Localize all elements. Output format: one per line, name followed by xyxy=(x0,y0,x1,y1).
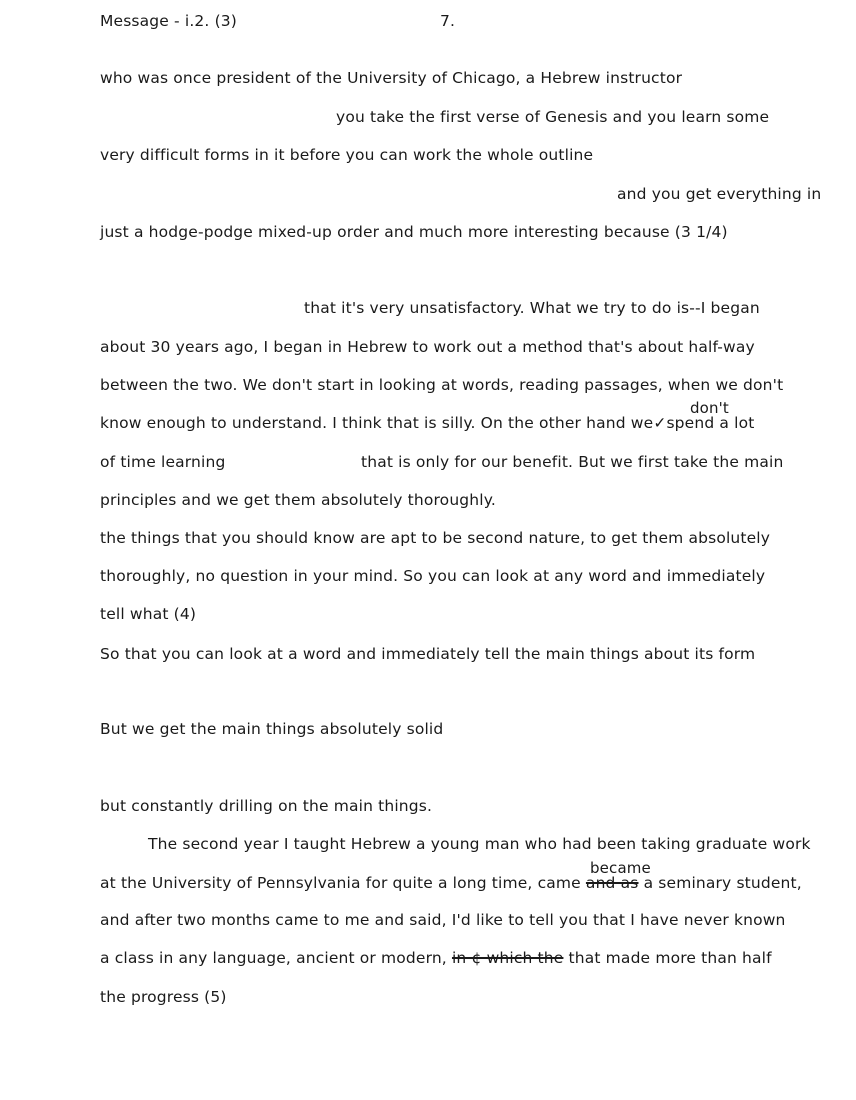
text-segment: a class in any language, ancient or modern, xyxy=(100,949,447,967)
text-segment: that made more than half xyxy=(568,949,772,967)
text-line: principles and we get them absolutely thoroughly. xyxy=(100,491,496,509)
text-line xyxy=(100,948,772,968)
text-line: So that you can look at a word and immediately tell the main things about its form xyxy=(100,645,756,663)
text-line: and after two months came to me and said, I'd like to tell you that I have never known xyxy=(100,911,786,929)
text-line: who was once president of the University of Chicago, a Hebrew instructor xyxy=(100,69,683,87)
text-line: the progress (5) xyxy=(100,988,227,1006)
text-segment: at the University of Pennsylvania for quite a long time, came xyxy=(100,874,581,892)
text-line: The second year I taught Hebrew a young man who had been taking graduate work xyxy=(148,835,811,853)
text-line: you take the first verse of Genesis and you learn some xyxy=(336,108,770,126)
page-number: 7. xyxy=(440,12,456,30)
text-line: very difficult forms in it before you can work the whole outline xyxy=(100,146,594,164)
text-line: just a hodge-podge mixed-up order and much more interesting because (3 1/4) xyxy=(100,223,728,241)
text-line: tell what (4) xyxy=(100,605,197,623)
text-line: and you get everything in xyxy=(617,185,822,203)
text-line: thoroughly, no question in your mind. So you can look at any word and immediately xyxy=(100,567,766,585)
text-line xyxy=(100,873,802,893)
handwritten-insertion: don't xyxy=(690,399,729,417)
text-segment: spend a lot xyxy=(666,414,755,432)
text-segment: a seminary student, xyxy=(643,874,802,892)
text-line: But we get the main things absolutely solid xyxy=(100,720,444,738)
text-line: but constantly drilling on the main things. xyxy=(100,797,433,815)
handwritten-insertion: became xyxy=(590,859,651,877)
text-line: of time learning xyxy=(100,453,226,471)
text-line: between the two. We don't start in looking at words, reading passages, when we don't xyxy=(100,376,784,394)
text-line: that is only for our benefit. But we first take the main xyxy=(361,453,784,471)
text-line: that it's very unsatisfactory. What we try to do is--I began xyxy=(304,299,760,317)
text-line: the things that you should know are apt to be second nature, to get them absolutely xyxy=(100,529,771,547)
text-line xyxy=(100,413,754,433)
page-header-title: Message - i.2. (3) xyxy=(100,12,237,30)
insertion-caret: ✓ xyxy=(653,414,667,432)
text-segment: know enough to understand. I think that is silly. On the other hand we xyxy=(100,414,654,432)
text-line: about 30 years ago, I began in Hebrew to work out a method that's about half-way xyxy=(100,338,755,356)
struck-text: and as xyxy=(585,874,639,892)
struck-text: in ¢ which the xyxy=(451,949,564,967)
